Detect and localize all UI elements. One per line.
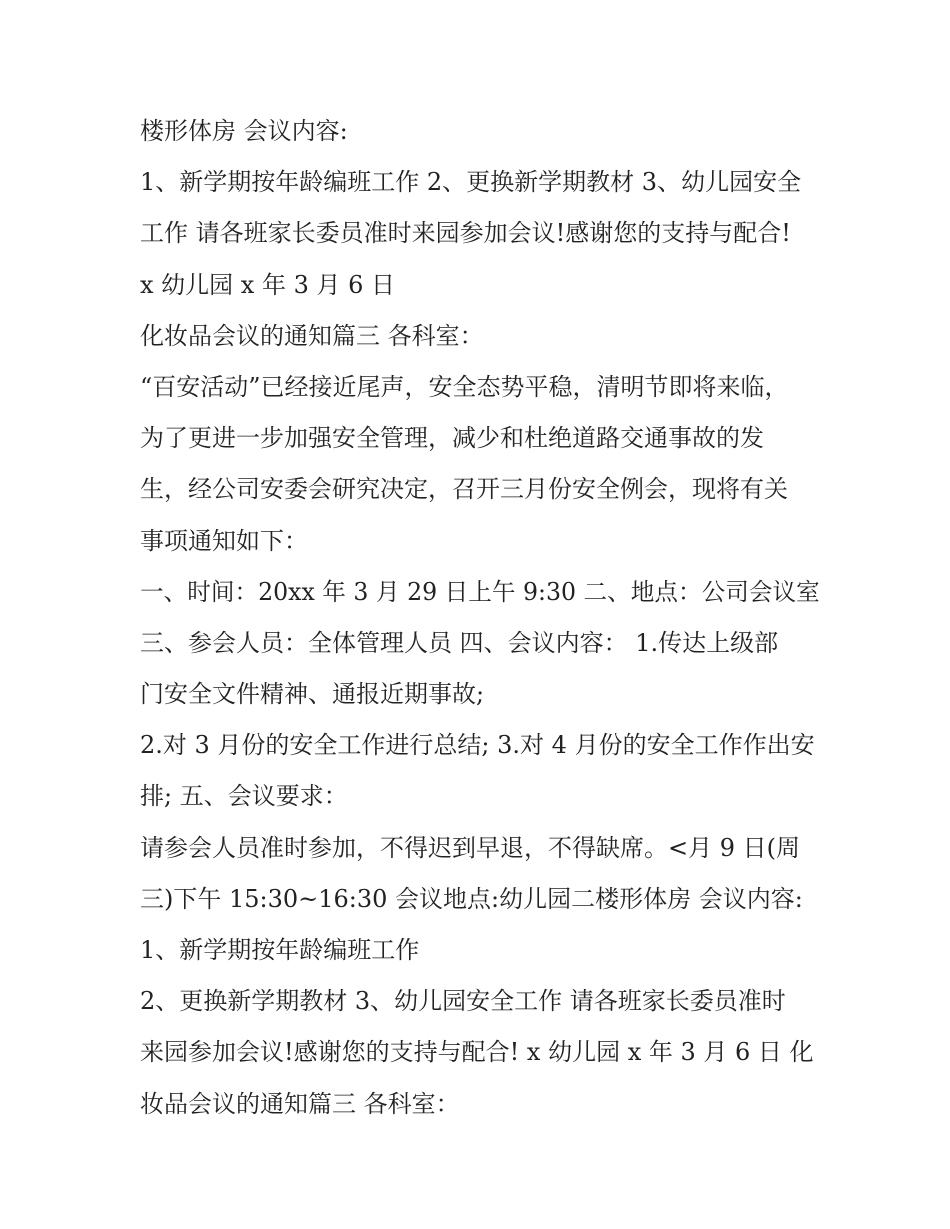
- text-line: 来园参加会议!感谢您的支持与配合! x 幼儿园 x 年 3 月 6 日 化: [140, 1038, 814, 1067]
- text-line: 1、新学期按年龄编班工作: [140, 936, 420, 964]
- text-line: 2.对 3 月份的安全工作进行总结; 3.对 4 月份的安全工作作出安: [140, 731, 815, 760]
- text-line: 为了更进一步加强安全管理，减少和杜绝道路交通事故的发: [140, 424, 764, 453]
- text-line: 事项通知如下：: [140, 526, 308, 555]
- document-body: [140, 106, 820, 1130]
- text-line: 三)下午 15:30~16:30 会议地点:幼儿园二楼形体房 会议内容:: [140, 884, 803, 913]
- text-line: 1、新学期按年龄编班工作 2、更换新学期教材 3、幼儿园安全: [140, 168, 802, 197]
- text-line: 门安全文件精神、通报近期事故;: [140, 680, 485, 709]
- text-line: 楼形体房 会议内容:: [140, 117, 348, 145]
- text-line: 请参会人员准时参加，不得迟到早退，不得缺席。<月 9 日(周: [140, 833, 800, 862]
- text-line: “百安活动”已经接近尾声，安全态势平稳，清明节即将来临，: [140, 372, 789, 401]
- text-line: 一、时间：20xx 年 3 月 29 日上午 9:30 二、地点：公司会议室: [140, 577, 820, 606]
- text-line: 排; 五、会议要求：: [140, 782, 348, 811]
- text-line: 2、更换新学期教材 3、幼儿园安全工作 请各班家长委员准时: [140, 987, 786, 1016]
- text-line: 化妆品会议的通知篇三 各科室：: [140, 321, 484, 350]
- text-line: 三、参会人员：全体管理人员 四、会议内容： 1.传达上级部: [140, 628, 779, 657]
- text-line: 妆品会议的通知篇三 各科室：: [140, 1089, 460, 1118]
- text-line: x 幼儿园 x 年 3 月 6 日: [140, 270, 396, 299]
- text-line: 生，经公司安委会研究决定，召开三月份安全例会，现将有关: [140, 475, 788, 504]
- text-line: 工作 请各班家长委员准时来园参加会议!感谢您的支持与配合!: [140, 219, 791, 248]
